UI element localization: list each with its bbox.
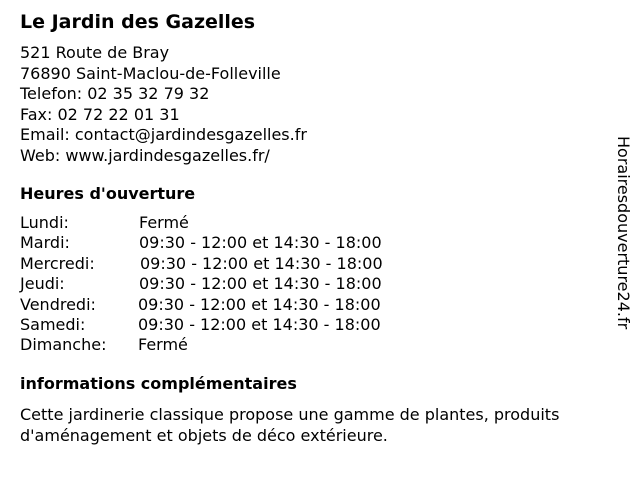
day-label: Samedi: [20, 314, 86, 334]
hours-value: 09:30 - 12:00 et 14:30 - 18:00 [138, 294, 381, 314]
day-label: Vendredi: [20, 294, 96, 314]
day-label: Jeudi: [20, 274, 65, 294]
address-street: 521 Route de Bray [20, 43, 170, 62]
day-label: Dimanche: [20, 335, 107, 355]
additional-info-title: informations complémentaires [20, 374, 297, 393]
day-label: Mardi: [20, 233, 70, 253]
site-watermark: Horairesdouverture24.fr [614, 136, 633, 330]
website-url: Web: www.jardindesgazelles.fr/ [20, 145, 270, 165]
day-label: Lundi: [20, 213, 69, 232]
hours-value: 09:30 - 12:00 et 14:30 - 18:00 [139, 274, 382, 294]
hours-value: 09:30 - 12:00 et 14:30 - 18:00 [139, 233, 382, 253]
day-label: Mercredi: [20, 253, 95, 273]
contact-block [20, 43, 307, 167]
email-address: Email: contact@jardindesgazelles.fr [20, 125, 307, 145]
address-city: 76890 Saint-Maclou-de-Folleville [20, 63, 281, 83]
business-name: Le Jardin des Gazelles [20, 11, 256, 33]
hours-value: 09:30 - 12:00 et 14:30 - 18:00 [138, 314, 381, 334]
hours-value: 09:30 - 12:00 et 14:30 - 18:00 [140, 253, 383, 273]
fax-number: Fax: 02 72 22 01 31 [20, 104, 180, 124]
opening-hours-title: Heures d'ouverture [20, 184, 196, 203]
phone-number: Telefon: 02 35 32 79 32 [20, 84, 210, 104]
business-description: Cette jardinerie classique propose une gamme de plantes, produits d'aménagement et objets de déco extérieure. [20, 405, 560, 445]
hours-value: Fermé [138, 335, 188, 355]
hours-value: Fermé [139, 213, 189, 232]
